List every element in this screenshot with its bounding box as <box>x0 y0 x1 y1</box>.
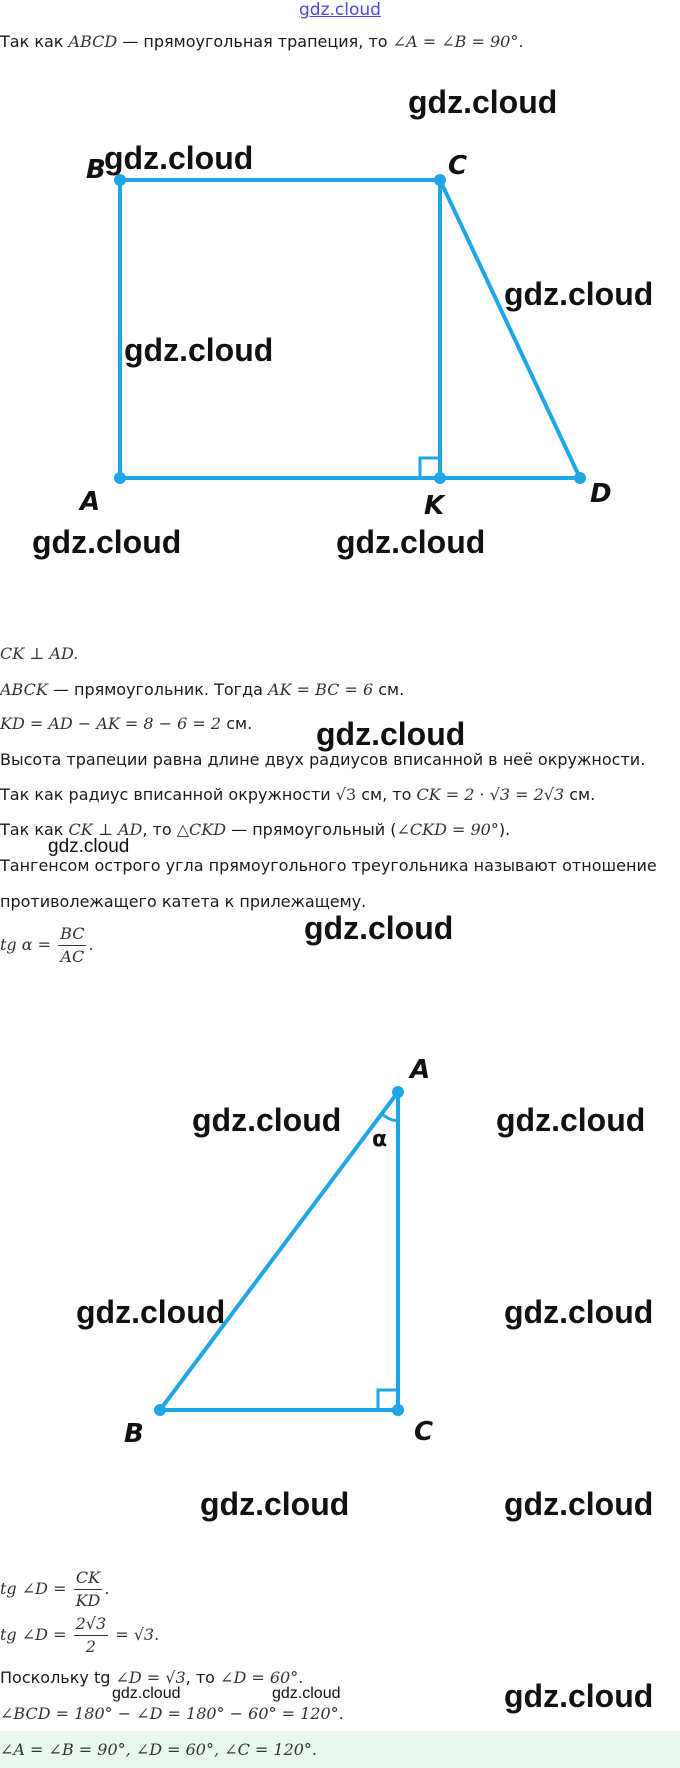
tg-alpha-denominator: AC <box>60 947 85 966</box>
watermark: gdz.cloud <box>316 716 466 752</box>
label-b: B <box>86 155 106 185</box>
watermark: gdz.cloud <box>496 1102 646 1138</box>
f4-math: ∠BCD = 180° − ∠D = 180° − 60° = 120°. <box>0 1704 344 1723</box>
line-radius <box>0 785 595 805</box>
line-ck-perp <box>0 644 78 664</box>
l2-text: — прямоугольник. Тогда <box>47 680 269 699</box>
tg-alpha-lhs: tg α = <box>0 935 57 954</box>
point-b <box>154 1404 166 1416</box>
watermark: gdz.cloud <box>192 1102 342 1138</box>
l3-math: KD = AD − AK = 8 − 6 = 2 <box>0 714 222 733</box>
l6-math: CK ⊥ AD <box>68 820 143 839</box>
tg-alpha-end: . <box>88 935 94 954</box>
trapezoid-lines <box>120 180 580 478</box>
f1-denominator: KD <box>75 1591 101 1610</box>
watermark: gdz.cloud <box>112 1685 181 1702</box>
l2-unit: см. <box>373 680 405 699</box>
side-cd <box>440 180 580 478</box>
f1-fraction <box>74 1567 103 1612</box>
label-c: C <box>448 151 468 181</box>
line-tg-d-1 <box>0 1566 109 1612</box>
answer-line <box>0 1740 317 1760</box>
intro-line <box>0 32 523 52</box>
l1-math: CK ⊥ AD. <box>0 644 79 663</box>
point-d <box>574 472 586 484</box>
watermark: gdz.cloud <box>504 276 654 312</box>
label-alpha: α <box>372 1127 388 1152</box>
line-tangent-def2 <box>0 892 366 912</box>
l6-math3: ∠CKD = 90° <box>396 820 499 839</box>
l5-unit: см. <box>564 785 596 804</box>
watermark: gdz.cloud <box>504 1486 654 1522</box>
f1-end: . <box>104 1579 110 1598</box>
watermark: gdz.cloud <box>104 140 254 176</box>
l5-text: Так как радиус вписанной окружности <box>0 785 336 804</box>
watermark: gdz.cloud <box>48 836 130 857</box>
f2-lhs: tg ∠D = <box>0 1625 72 1644</box>
f1-lhs: tg ∠D = <box>0 1579 72 1598</box>
label-k: K <box>424 491 445 520</box>
f1-numerator: CK <box>74 1567 103 1590</box>
tg-alpha-fraction <box>58 923 86 968</box>
line-abck <box>0 680 404 700</box>
watermark: gdz.cloud <box>408 84 558 120</box>
point-a <box>392 1086 404 1098</box>
site-link[interactable]: gdz.cloud <box>299 0 381 20</box>
watermark: gdz.cloud <box>32 524 182 560</box>
line-tg-alpha <box>0 922 94 968</box>
f2-fraction <box>74 1613 109 1658</box>
line-tangent-def <box>0 856 657 876</box>
label-d: D <box>590 479 612 509</box>
answer-text: ∠A = ∠B = 90°, ∠D = 60°, ∠C = 120°. <box>0 1740 318 1759</box>
l6-text3: — прямоугольный ( <box>226 820 397 839</box>
watermark: gdz.cloud <box>504 1678 654 1714</box>
angle-arc-alpha <box>382 1114 398 1120</box>
intro-math: ABCD <box>68 32 118 51</box>
intro-prefix: Так как <box>0 32 69 51</box>
l5-math2: CK = 2 · √3 = 2√3 <box>416 785 565 804</box>
label-a: A <box>410 1055 431 1085</box>
l4-text: Высота трапеции равна длине двух радиусов вписанной в неё окружности. <box>0 750 646 769</box>
l5-text2: см, то <box>356 785 417 804</box>
label-a: A <box>80 487 101 517</box>
l2-math: ABCK <box>0 680 48 699</box>
point-c <box>434 174 446 186</box>
point-c <box>392 1404 404 1416</box>
f3-math: ∠D = √3 <box>115 1668 186 1687</box>
line-kd <box>0 714 252 734</box>
l7-text: Тангенсом острого угла прямоугольного треугольника называют отношение <box>0 856 657 875</box>
watermark: gdz.cloud <box>272 1685 341 1702</box>
l6-math2: △CKD <box>176 820 227 839</box>
l5-math: √3 <box>335 785 357 804</box>
watermark: gdz.cloud <box>504 1294 654 1330</box>
l2-math2: AK = BC = 6 <box>268 680 374 699</box>
watermark: gdz.cloud <box>124 332 274 368</box>
f2-numerator: 2√3 <box>74 1613 109 1636</box>
side-ab <box>160 1092 398 1410</box>
l3-unit: см. <box>221 714 253 733</box>
intro-math2: ∠A = ∠B = 90°. <box>392 32 524 51</box>
label-c: C <box>414 1417 434 1447</box>
point-a <box>114 472 126 484</box>
line-bcd <box>0 1704 344 1724</box>
f3-math2: ∠D = 60°. <box>220 1668 304 1687</box>
watermark: gdz.cloud <box>200 1486 350 1522</box>
watermark: gdz.cloud <box>76 1294 226 1330</box>
f2-end: = √3. <box>110 1625 160 1644</box>
watermark: gdz.cloud <box>336 524 486 560</box>
point-k <box>434 472 446 484</box>
tg-alpha-numerator: BC <box>58 923 86 946</box>
f3-text2: , то <box>185 1668 221 1687</box>
watermark: gdz.cloud <box>304 910 454 946</box>
intro-middle: — прямоугольная трапеция, то <box>117 32 393 51</box>
line-height <box>0 750 645 770</box>
l6-text4: ). <box>498 820 511 839</box>
l6-text: Так как <box>0 820 69 839</box>
f2-denominator: 2 <box>85 1637 96 1656</box>
trapezoid-figure <box>0 120 680 520</box>
label-b: B <box>124 1419 144 1449</box>
line-tg-d-2 <box>0 1612 159 1658</box>
f3-text: Поскольку tg <box>0 1668 116 1687</box>
l8-text: противолежащего катета к прилежащему. <box>0 892 367 911</box>
l6-text2: , то <box>142 820 177 839</box>
